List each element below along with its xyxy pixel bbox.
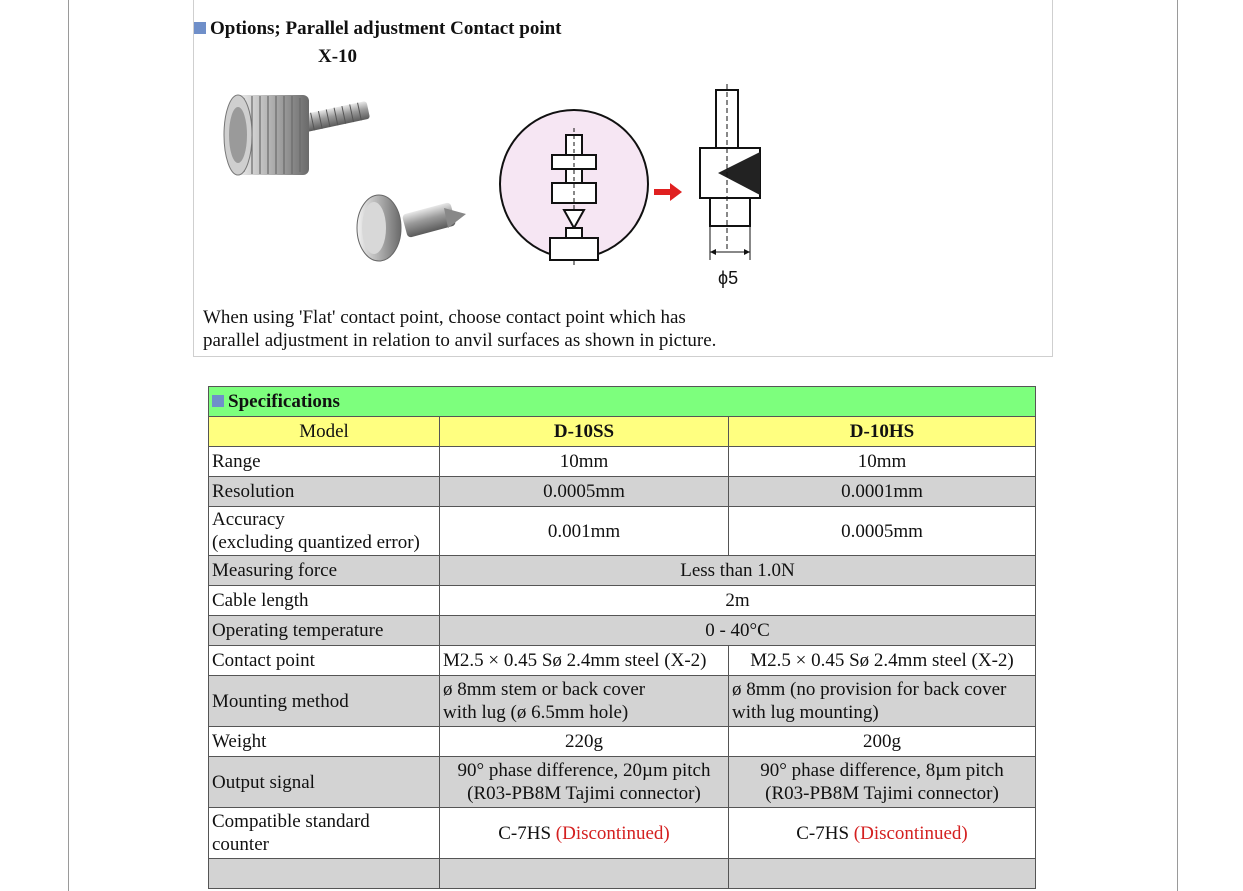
table-row [209, 556, 1036, 586]
cell-value: 10mm [440, 447, 729, 477]
cell-value: M2.5 × 0.45 Sø 2.4mm steel (X-2) [440, 646, 729, 676]
cell-line: (R03-PB8M Tajimi connector) [467, 783, 701, 804]
row-label [209, 859, 440, 889]
cell-value: 0 - 40°C [440, 616, 1036, 646]
contact-point-image [357, 195, 466, 261]
stem-drawing [700, 84, 760, 288]
cell-line: ø 8mm stem or back cover [443, 679, 646, 700]
row-label: Operating temperature [209, 616, 440, 646]
cell-value: 0.0005mm [440, 477, 729, 507]
contact-point-illustration [204, 80, 804, 295]
note-line: When using 'Flat' contact point, choose contact point which has [203, 307, 686, 328]
model-d10hs: D-10HS [729, 417, 1036, 447]
row-label: Measuring force [209, 556, 440, 586]
bullet-square-icon [194, 22, 206, 34]
cell-value: M2.5 × 0.45 Sø 2.4mm steel (X-2) [729, 646, 1036, 676]
row-label-line: Compatible standard [212, 811, 370, 832]
table-row [209, 646, 1036, 676]
table-row [209, 447, 1036, 477]
spec-title: Specifications [228, 391, 340, 412]
knurled-screw-image [224, 95, 370, 175]
options-heading [194, 18, 562, 40]
note-line: parallel adjustment in relation to anvil surfaces as shown in picture. [203, 330, 717, 351]
cell-value: 0.0005mm [729, 507, 1036, 556]
row-label [209, 507, 440, 556]
cell-line: 90° phase difference, 8µm pitch [760, 760, 1004, 781]
counter-name: C-7HS [796, 822, 850, 844]
specifications-table [208, 386, 1036, 889]
table-row [209, 757, 1036, 808]
cell-value [440, 676, 729, 727]
row-label [209, 808, 440, 859]
row-label: Weight [209, 727, 440, 757]
counter-name: C-7HS [498, 822, 552, 844]
table-row [209, 586, 1036, 616]
discontinued-label: (Discontinued) [853, 822, 968, 844]
diameter-label: ϕ5 [718, 268, 739, 288]
cell-value [729, 676, 1036, 727]
options-title: Options; Parallel adjustment Contact point [210, 18, 562, 39]
cell-value: 220g [440, 727, 729, 757]
row-label: Cable length [209, 586, 440, 616]
bullet-square-icon [212, 395, 224, 407]
spec-title-cell [209, 387, 1036, 417]
cell-value: 0.001mm [440, 507, 729, 556]
options-section [193, 0, 1053, 357]
cell-value [440, 859, 729, 889]
cell-line: with lug mounting) [732, 702, 879, 723]
cell-value: 0.0001mm [729, 477, 1036, 507]
table-row [209, 808, 1036, 859]
spec-header-row [209, 387, 1036, 417]
table-row [209, 859, 1036, 889]
cell-line: with lug (ø 6.5mm hole) [443, 702, 629, 723]
cell-value: 2m [440, 586, 1036, 616]
row-label: Range [209, 447, 440, 477]
discontinued-label: (Discontinued) [555, 822, 670, 844]
table-row [209, 477, 1036, 507]
cell-value [729, 808, 1036, 859]
cell-value: Less than 1.0N [440, 556, 1036, 586]
row-label: Mounting method [209, 676, 440, 727]
cell-line: (R03-PB8M Tajimi connector) [765, 783, 999, 804]
cell-value [440, 808, 729, 859]
row-label: Contact point [209, 646, 440, 676]
table-row [209, 616, 1036, 646]
table-row [209, 727, 1036, 757]
options-model: X-10 [318, 46, 358, 67]
parallel-diagram-circle [500, 110, 648, 265]
row-label-line: counter [212, 834, 269, 855]
model-row [209, 417, 1036, 447]
row-label: Resolution [209, 477, 440, 507]
row-label: Output signal [209, 757, 440, 808]
cell-line: ø 8mm (no provision for back cover [732, 679, 1007, 700]
row-label-line: Accuracy [212, 509, 285, 530]
cell-value: 200g [729, 727, 1036, 757]
options-note [203, 306, 823, 352]
row-label-line: (excluding quantized error) [212, 532, 420, 553]
cell-value [729, 757, 1036, 808]
cell-value [440, 757, 729, 808]
model-d10ss: D-10SS [440, 417, 729, 447]
content-page [68, 0, 1178, 891]
cell-value: 10mm [729, 447, 1036, 477]
cell-line: 90° phase difference, 20µm pitch [457, 760, 711, 781]
table-row [209, 507, 1036, 556]
table-row [209, 676, 1036, 727]
model-label: Model [209, 417, 440, 447]
red-arrow-icon [654, 183, 682, 201]
cell-value [729, 859, 1036, 889]
